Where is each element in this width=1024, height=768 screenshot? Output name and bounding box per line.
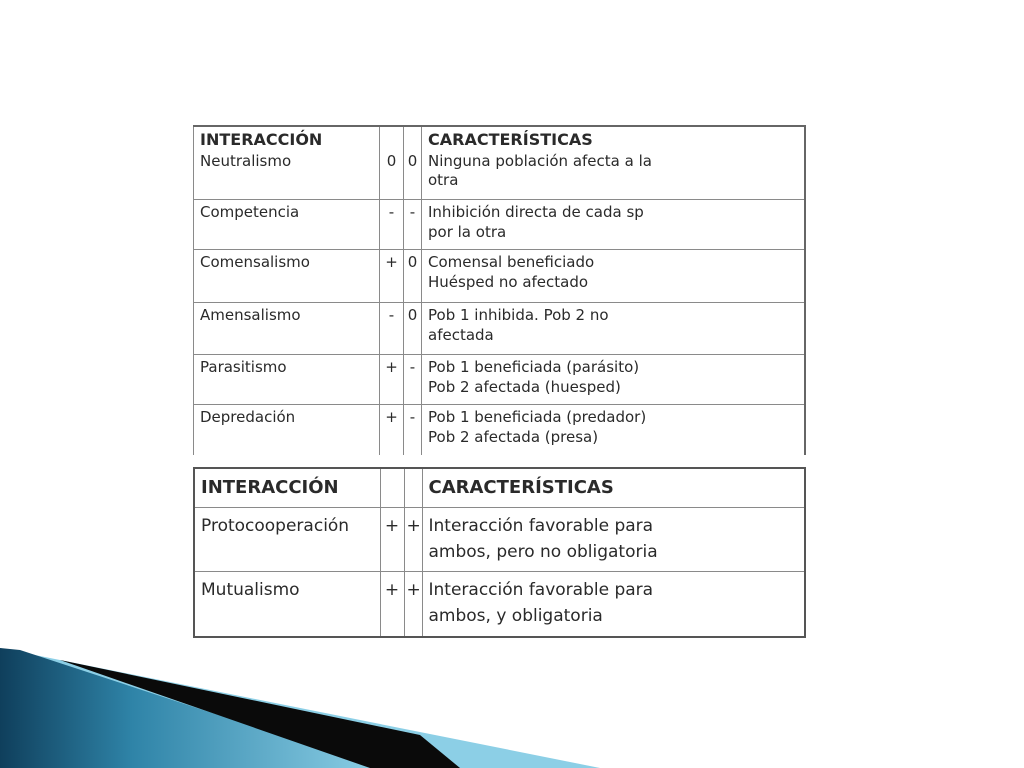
effect-pop2: + <box>404 507 422 571</box>
table-row <box>194 303 806 355</box>
characteristics-line: Pob 2 afectada (huesped) <box>428 377 621 396</box>
table-row <box>194 151 806 200</box>
interactions-table-bottom <box>193 467 806 638</box>
characteristics-cell <box>422 507 805 571</box>
effect-pop1: + <box>380 405 404 455</box>
characteristics-line: Pob 1 inhibida. Pob 2 no <box>428 306 609 325</box>
table-row <box>194 571 805 637</box>
interaction-name: Competencia <box>194 200 380 250</box>
characteristics-line: Interacción favorable para <box>428 515 654 536</box>
effect-pop2: 0 <box>404 303 422 355</box>
table-row <box>194 355 806 405</box>
interaction-name: Neutralismo <box>194 151 380 200</box>
interactions-table-top <box>193 125 806 455</box>
characteristics-line: Pob 1 beneficiada (predador) <box>428 408 647 427</box>
effect-pop2: - <box>404 405 422 455</box>
header-blank-a <box>380 468 404 507</box>
header-blank-b <box>404 468 422 507</box>
effect-pop2: - <box>404 200 422 250</box>
band-blue-wedge <box>0 648 380 768</box>
effect-pop2: 0 <box>404 151 422 200</box>
characteristics-line: por la otra <box>428 222 507 241</box>
characteristics-cell <box>422 303 806 355</box>
table-header-row <box>194 468 805 507</box>
characteristics-line: Huésped no afectado <box>428 272 589 291</box>
characteristics-cell <box>422 200 806 250</box>
band-black-stripe <box>60 660 460 768</box>
characteristics-cell <box>422 571 805 637</box>
characteristics-line: Pob 2 afectada (presa) <box>428 427 599 446</box>
characteristics-line: ambos, y obligatoria <box>428 606 603 627</box>
characteristics-line: Interacción favorable para <box>428 579 654 600</box>
characteristics-cell <box>422 405 806 455</box>
effect-pop1: + <box>380 571 404 637</box>
characteristics-cell <box>422 151 806 200</box>
characteristics-line: Ninguna población afecta a la <box>428 151 652 170</box>
interaction-name: Amensalismo <box>194 303 380 355</box>
effect-pop1: 0 <box>380 151 404 200</box>
interaction-name: Mutualismo <box>194 571 380 637</box>
table-row <box>194 507 805 571</box>
band-light-wedge <box>0 648 600 768</box>
effect-pop1: + <box>380 355 404 405</box>
effect-pop2: 0 <box>404 250 422 303</box>
header-interaccion: INTERACCIÓN <box>194 126 380 151</box>
characteristics-cell <box>422 250 806 303</box>
characteristics-line: afectada <box>428 325 494 344</box>
table-row <box>194 200 806 250</box>
characteristics-line: otra <box>428 171 459 190</box>
effect-pop2: - <box>404 355 422 405</box>
table-row <box>194 405 806 455</box>
interaction-name: Parasitismo <box>194 355 380 405</box>
effect-pop1: - <box>380 303 404 355</box>
header-caracteristicas: CARACTERÍSTICAS <box>422 468 805 507</box>
effect-pop2: + <box>404 571 422 637</box>
characteristics-cell <box>422 355 806 405</box>
header-caracteristicas: CARACTERÍSTICAS <box>422 126 806 151</box>
characteristics-line: Pob 1 beneficiada (parásito) <box>428 358 640 377</box>
header-blank-b <box>404 126 422 151</box>
header-blank-a <box>380 126 404 151</box>
table-header-row <box>194 126 806 151</box>
interaction-name: Comensalismo <box>194 250 380 303</box>
effect-pop1: + <box>380 507 404 571</box>
interaction-name: Depredación <box>194 405 380 455</box>
effect-pop1: - <box>380 200 404 250</box>
characteristics-line: ambos, pero no obligatoria <box>428 542 658 563</box>
characteristics-line: Inhibición directa de cada sp <box>428 203 644 222</box>
characteristics-line: Comensal beneficiado <box>428 253 595 272</box>
effect-pop1: + <box>380 250 404 303</box>
interaction-name: Protocooperación <box>194 507 380 571</box>
table-row <box>194 250 806 303</box>
header-interaccion: INTERACCIÓN <box>194 468 380 507</box>
